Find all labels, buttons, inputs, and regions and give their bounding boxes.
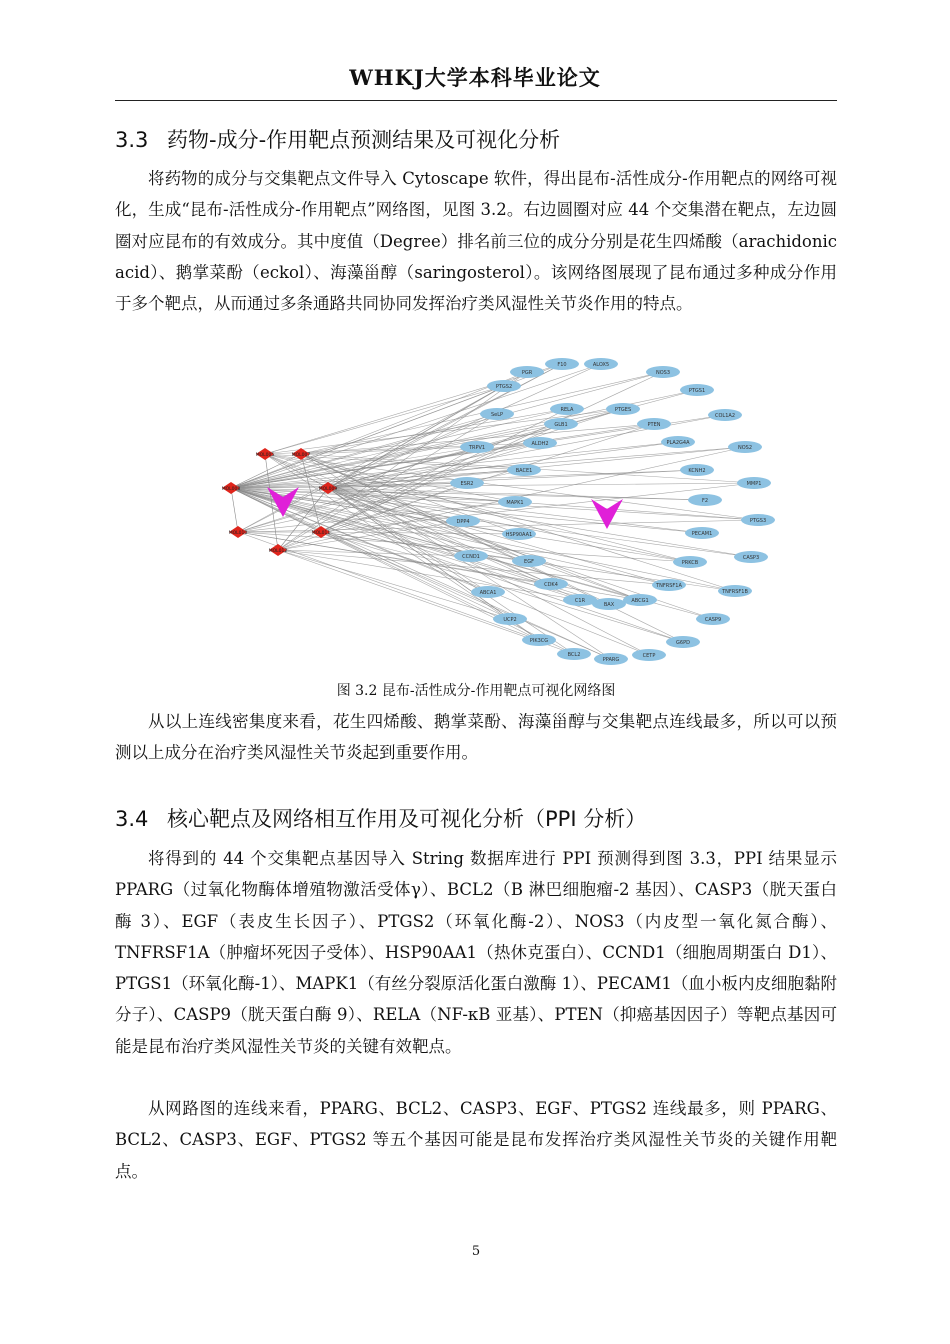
target-node: [632, 649, 666, 661]
target-label: PTGS1: [688, 388, 706, 394]
page-number: 5: [471, 1244, 481, 1259]
compound-node: [229, 526, 248, 538]
target-node: [606, 403, 640, 415]
target-label: BCL2: [567, 652, 581, 658]
target-node: [652, 579, 686, 591]
target-node: [480, 408, 514, 420]
section-3-3-heading: [115, 124, 560, 154]
target-node: [741, 514, 775, 526]
target-label: ALDH2: [531, 441, 549, 447]
target-label: PPARG: [602, 657, 620, 663]
target-node: [646, 366, 680, 378]
target-label: BAX: [603, 602, 615, 608]
target-node: [502, 528, 536, 540]
network-edge: [328, 443, 540, 488]
target-node: [545, 358, 579, 370]
target-label: ESR2: [460, 481, 474, 487]
target-node: [446, 515, 480, 527]
target-label: NOS3: [655, 370, 671, 376]
compound-label: MOL010: [228, 531, 248, 536]
target-label: TNFRSF1A: [656, 583, 682, 589]
target-label: G6PD: [676, 640, 690, 646]
network-edge: [328, 488, 751, 557]
target-node: [510, 366, 544, 378]
target-node: [661, 436, 695, 448]
network-edge: [231, 372, 527, 488]
compound-label: MOL011: [311, 531, 331, 536]
target-label: CETP: [642, 653, 656, 659]
target-node: [557, 648, 591, 660]
paragraph: 从以上连线密集度来看，花生四烯酸、鹅掌菜酚、海藻甾醇与交集靶点连线最多，所以可以预测以上成分在治疗类风湿性关节炎起到重要作用。: [115, 712, 837, 763]
header-rule: [115, 100, 837, 101]
target-node: [522, 634, 556, 646]
target-label: MAPK1: [506, 500, 524, 506]
target-node: [594, 653, 628, 665]
target-node: [584, 358, 618, 370]
target-label: ABCG1: [631, 598, 649, 604]
target-label: RELA: [560, 407, 574, 413]
paragraph: 将得到的 44 个交集靶点基因导入 String 数据库进行 PPI 预测得到图 3.3，PPI 结果显示 PPARG（过氧化物酶体增殖物激活受体γ）、BCL2（B 淋巴细胞瘤-2 基因）、CASP3（胱天蛋白酶 3）、EGF（表皮生长因子）、PTGS2（环氧化酶-2）、NOS3（内皮型一氧化氮合酶）、TNFRSF1A（肿瘤坏死因子受体）、HSP90AA1（热休克蛋白）、CCND1（细胞周期蛋白 D1）、PTGS1（环氧化酶-1）、MAPK1（有丝分裂原活化蛋白激酶 1）、PECAM1（血小板内皮细胞黏附分子）、CASP9（胱天蛋白酶 9）、RELA（NF-κB 亚基）、PTEN（抑癌基因因子）等靶点基因可能是昆布治疗类风湿性关节炎的关键有效靶点。: [115, 849, 837, 1056]
section-number: 3.4: [115, 807, 149, 831]
target-label: PRKCB: [681, 560, 699, 566]
target-node: [680, 384, 714, 396]
target-node: [696, 613, 730, 625]
target-node: [460, 441, 494, 453]
target-label: PECAM1: [691, 531, 713, 537]
target-node: [498, 496, 532, 508]
target-label: NOS2: [737, 445, 753, 451]
paragraph: 将药物的成分与交集靶点文件导入 Cytoscape 软件，得出昆布-活性成分-作用靶点的网络可视化，生成“昆布-活性成分-作用靶点”网络图，见图 3.2。右边圆圈对应 44 个交集潜在靶点，左边圆圈对应昆布的有效成分。其中度值（Degree）排名前三位的成分分别是花生四烯酸（arachidonic acid）、鹅掌菜酚（eckol）、海藻甾醇（saringosterol）。该网络图展现了昆布通过多种成分作用于多个靶点，从而通过多条通路共同协同发挥治疗类风湿性关节炎作用的特点。: [115, 169, 837, 314]
running-header: WHKJ大学本科毕业论文: [349, 65, 601, 90]
target-label: PIK3CG: [529, 638, 549, 644]
target-node: [718, 585, 752, 597]
target-node: [637, 418, 671, 430]
target-label: PLA2G4A: [666, 440, 690, 446]
target-label: PGR: [521, 370, 533, 376]
target-label: HSP90AA1: [505, 532, 533, 538]
target-label: F10: [557, 362, 567, 368]
target-label: TNFRSF1B: [722, 589, 748, 595]
target-label: CASP3: [742, 555, 760, 561]
section-title: 核心靶点及网络相互作用及可视化分析（PPI 分析）: [167, 807, 647, 831]
target-node: [728, 441, 762, 453]
target-label: ABCA1: [479, 590, 497, 596]
paragraph: 从网路图的连线来看，PPARG、BCL2、CASP3、EGF、PTGS2 连线最多，则 PPARG、BCL2、CASP3、EGF、PTGS2 等五个基因可能是昆布发挥治疗类风湿性关节炎的关键作用靶点。: [115, 1099, 837, 1181]
target-label: BACE1: [515, 468, 533, 474]
network-edge: [278, 483, 470, 550]
network-figure: [205, 355, 780, 673]
compound-label: MOL009: [318, 487, 338, 492]
target-node: [680, 464, 714, 476]
section-number: 3.3: [115, 128, 149, 152]
section-3-4-heading: [115, 803, 646, 833]
target-label: CASP9: [704, 617, 722, 623]
target-label: DPP4: [456, 519, 470, 525]
target-label: CDK4: [544, 582, 558, 588]
target-node: [471, 586, 505, 598]
compound-node: [222, 482, 241, 494]
target-label: CCND1: [462, 554, 480, 560]
network-edge: [231, 483, 754, 488]
section-title: 药物-成分-作用靶点预测结果及可视化分析: [167, 128, 561, 152]
target-node: [737, 477, 771, 489]
target-node: [544, 418, 578, 430]
target-node: [708, 409, 742, 421]
target-node: [512, 555, 546, 567]
target-label: SeLP: [490, 412, 504, 418]
target-label: TRPV1: [468, 445, 486, 451]
target-node: [487, 380, 521, 392]
target-node: [493, 613, 527, 625]
target-label: PTEN: [647, 422, 661, 428]
compound-label: MOL008: [221, 487, 241, 492]
target-label: ALOX5: [592, 362, 610, 368]
network-edge: [231, 386, 504, 488]
target-label: KCNH2: [688, 468, 706, 474]
target-node: [592, 598, 626, 610]
target-node: [734, 551, 768, 563]
target-node: [534, 578, 568, 590]
target-node: [454, 550, 488, 562]
target-node: [523, 437, 557, 449]
target-node: [666, 636, 700, 648]
compound-label: MOL007: [291, 453, 311, 458]
target-label: C1R: [574, 598, 586, 604]
hub-node: [591, 499, 623, 529]
compound-label: MOL005: [255, 453, 275, 458]
network-edge: [231, 488, 238, 532]
target-label: MMP1: [746, 481, 762, 487]
target-label: COL1A2: [715, 413, 735, 419]
target-node: [685, 527, 719, 539]
target-label: F2: [701, 498, 709, 504]
target-label: EGF: [524, 559, 534, 565]
target-label: PTGS2: [495, 384, 513, 390]
target-node: [673, 556, 707, 568]
target-node: [623, 594, 657, 606]
target-label: GLB1: [554, 422, 568, 428]
compound-label: MOL012: [268, 549, 288, 554]
target-label: PTGES: [614, 407, 632, 413]
target-label: UCP2: [503, 617, 517, 623]
target-node: [450, 477, 484, 489]
target-node: [563, 594, 597, 606]
target-node: [550, 403, 584, 415]
target-node: [688, 494, 722, 506]
figure-caption: 图 3.2 昆布-活性成分-作用靶点可视化网络图: [336, 683, 616, 699]
target-label: PTGS3: [749, 518, 767, 524]
network-graph: [205, 355, 780, 673]
target-node: [507, 464, 541, 476]
